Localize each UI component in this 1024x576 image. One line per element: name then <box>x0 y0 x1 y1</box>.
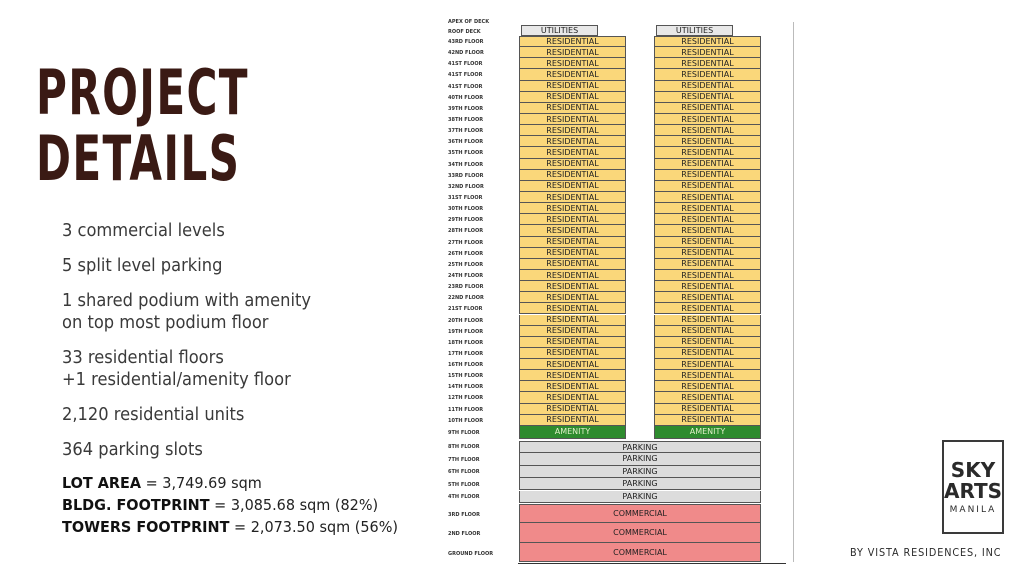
detail-residential-units <box>62 404 415 426</box>
detail-text: 364 parking slots <box>62 440 203 460</box>
residential-floor: RESIDENTIAL <box>654 303 761 314</box>
residential-floor: RESIDENTIAL <box>519 404 626 415</box>
floor-label: 22ND FLOOR <box>448 295 484 302</box>
area-stats <box>62 472 442 538</box>
residential-floor: RESIDENTIAL <box>519 92 626 103</box>
floor-label: 21ST FLOOR <box>448 306 483 313</box>
residential-floor: RESIDENTIAL <box>519 47 626 58</box>
residential-floor: RESIDENTIAL <box>654 192 761 203</box>
floor-label: 4TH FLOOR <box>448 494 480 500</box>
amenity-floor: AMENITY <box>654 426 761 439</box>
logo-text: MANILA <box>949 504 997 515</box>
stat-label: BLDG. FOOTPRINT <box>62 496 210 514</box>
detail-text: 3 commercial levels <box>62 221 225 241</box>
residential-floor: RESIDENTIAL <box>654 370 761 381</box>
residential-floor: RESIDENTIAL <box>519 125 626 136</box>
commercial-floor: COMMERCIAL <box>519 523 761 543</box>
amenity-floor: AMENITY <box>519 426 626 439</box>
residential-floor: RESIDENTIAL <box>654 214 761 225</box>
floor-label: APEX OF DECK <box>448 19 490 25</box>
stat-value: = 2,073.50 sqm (56%) <box>229 518 399 536</box>
floor-label: 28TH FLOOR <box>448 228 484 235</box>
residential-floor: RESIDENTIAL <box>519 315 626 326</box>
floor-label: 39TH FLOOR <box>448 105 484 112</box>
residential-floor: RESIDENTIAL <box>519 114 626 125</box>
residential-floor: RESIDENTIAL <box>519 147 626 158</box>
floor-label: 27TH FLOOR <box>448 239 484 246</box>
residential-floor: RESIDENTIAL <box>654 203 761 214</box>
floor-label: 3RD FLOOR <box>448 511 480 518</box>
residential-floor: RESIDENTIAL <box>519 270 626 281</box>
floor-label: ROOF DECK <box>448 29 481 35</box>
residential-floor: RESIDENTIAL <box>519 392 626 403</box>
residential-floor: RESIDENTIAL <box>519 281 626 292</box>
floor-label: 20TH FLOOR <box>448 317 484 324</box>
floor-label: 23RD FLOOR <box>448 284 484 291</box>
floor-label: 35TH FLOOR <box>448 150 484 157</box>
residential-floor: RESIDENTIAL <box>519 303 626 314</box>
residential-floor: RESIDENTIAL <box>654 337 761 348</box>
floor-label: 41ST FLOOR <box>448 83 483 90</box>
floor-label: 34TH FLOOR <box>448 161 484 168</box>
residential-floor: RESIDENTIAL <box>519 69 626 80</box>
residential-floor: RESIDENTIAL <box>519 203 626 214</box>
residential-floor: RESIDENTIAL <box>654 326 761 337</box>
floor-label: 25TH FLOOR <box>448 261 484 268</box>
dimension-line <box>793 22 794 562</box>
title-line-1: PROJECT <box>36 56 249 129</box>
residential-floor: RESIDENTIAL <box>654 58 761 69</box>
podium <box>519 0 761 576</box>
residential-floor: RESIDENTIAL <box>654 281 761 292</box>
floor-label: 29TH FLOOR <box>448 217 484 224</box>
floor-label: 14TH FLOOR <box>448 384 484 391</box>
residential-floor: RESIDENTIAL <box>519 381 626 392</box>
residential-floor: RESIDENTIAL <box>519 58 626 69</box>
residential-floor: RESIDENTIAL <box>654 136 761 147</box>
residential-floor: RESIDENTIAL <box>519 348 626 359</box>
project-details-list <box>62 220 442 538</box>
residential-floor: RESIDENTIAL <box>654 348 761 359</box>
floor-label: 12TH FLOOR <box>448 395 484 402</box>
residential-floor: RESIDENTIAL <box>519 170 626 181</box>
residential-floor: RESIDENTIAL <box>654 392 761 403</box>
parking-floor: PARKING <box>519 441 761 453</box>
residential-floor: RESIDENTIAL <box>519 248 626 259</box>
floor-label: 41ST FLOOR <box>448 72 483 79</box>
floor-label: 19TH FLOOR <box>448 328 484 335</box>
detail-residential-floors <box>62 347 415 391</box>
residential-floor: RESIDENTIAL <box>654 159 761 170</box>
residential-floor: RESIDENTIAL <box>519 326 626 337</box>
detail-text: +1 residential/amenity floor <box>62 370 291 390</box>
floor-label: 31ST FLOOR <box>448 194 483 201</box>
residential-floor: RESIDENTIAL <box>519 237 626 248</box>
ground-line <box>518 563 786 564</box>
commercial-floor: COMMERCIAL <box>519 504 761 524</box>
parking-floor: PARKING <box>519 478 761 490</box>
detail-text: 5 split level parking <box>62 256 223 276</box>
floor-label: 7TH FLOOR <box>448 456 480 463</box>
floor-label: 2ND FLOOR <box>448 531 481 538</box>
residential-floor: RESIDENTIAL <box>519 103 626 114</box>
residential-floor: RESIDENTIAL <box>654 181 761 192</box>
floor-label: 9TH FLOOR <box>448 429 480 436</box>
residential-floor: RESIDENTIAL <box>519 337 626 348</box>
developer-byline: BY VISTA RESIDENCES, INC <box>850 546 1002 559</box>
floor-label: 43RD FLOOR <box>448 39 484 45</box>
floor-label: 11TH FLOOR <box>448 406 484 413</box>
stat-bldg-footprint <box>62 494 415 516</box>
floor-label: 18TH FLOOR <box>448 339 484 346</box>
floor-label: 5TH FLOOR <box>448 481 480 488</box>
stat-value: = 3,749.69 sqm <box>141 474 262 492</box>
residential-floor: RESIDENTIAL <box>654 381 761 392</box>
residential-floor: RESIDENTIAL <box>654 69 761 80</box>
detail-parking-slots <box>62 439 415 461</box>
utilities-block: UTILITIES <box>656 25 733 36</box>
detail-text: 2,120 residential units <box>62 405 245 425</box>
residential-floor: RESIDENTIAL <box>654 92 761 103</box>
residential-floor: RESIDENTIAL <box>519 192 626 203</box>
detail-text: on top most podium floor <box>62 313 269 333</box>
floor-label: 42ND FLOOR <box>448 50 484 57</box>
detail-commercial-levels <box>62 220 415 242</box>
parking-floor: PARKING <box>519 466 761 478</box>
logo-text: SKY <box>950 457 996 482</box>
residential-floor: RESIDENTIAL <box>519 259 626 270</box>
floor-label: 41ST FLOOR <box>448 61 483 68</box>
residential-floor: RESIDENTIAL <box>519 415 626 426</box>
detail-text: 1 shared podium with amenity <box>62 291 312 311</box>
parking-floor: PARKING <box>519 491 761 503</box>
floor-label: 30TH FLOOR <box>448 206 484 213</box>
residential-floor: RESIDENTIAL <box>654 114 761 125</box>
floor-label: 36TH FLOOR <box>448 139 484 146</box>
floor-label: 40TH FLOOR <box>448 94 484 101</box>
detail-parking <box>62 255 415 277</box>
residential-floor: RESIDENTIAL <box>654 270 761 281</box>
stat-label: TOWERS FOOTPRINT <box>62 518 230 536</box>
floor-label: 33RD FLOOR <box>448 172 484 179</box>
stat-label: LOT AREA <box>62 474 142 492</box>
residential-floor: RESIDENTIAL <box>654 237 761 248</box>
floor-label: GROUND FLOOR <box>448 550 494 557</box>
logo-text: ARTS <box>943 478 1003 503</box>
residential-floor: RESIDENTIAL <box>654 81 761 92</box>
residential-floor: RESIDENTIAL <box>654 315 761 326</box>
residential-floor: RESIDENTIAL <box>654 259 761 270</box>
floor-label: 17TH FLOOR <box>448 350 484 357</box>
residential-floor: RESIDENTIAL <box>654 359 761 370</box>
residential-floor: RESIDENTIAL <box>654 103 761 114</box>
stat-value: = 3,085.68 sqm (82%) <box>209 496 379 514</box>
residential-floor: RESIDENTIAL <box>519 359 626 370</box>
utilities-block: UTILITIES <box>521 25 598 36</box>
residential-floor: RESIDENTIAL <box>654 170 761 181</box>
dimension-column <box>788 22 798 562</box>
page-title <box>36 56 281 195</box>
residential-floor: RESIDENTIAL <box>654 47 761 58</box>
residential-floor: RESIDENTIAL <box>519 292 626 303</box>
floor-label: 26TH FLOOR <box>448 250 484 257</box>
floor-label: 24TH FLOOR <box>448 272 484 279</box>
residential-floor: RESIDENTIAL <box>654 415 761 426</box>
stat-lot-area <box>62 472 415 494</box>
floor-label: 37TH FLOOR <box>448 128 484 135</box>
residential-floor: RESIDENTIAL <box>519 159 626 170</box>
floor-label: 32ND FLOOR <box>448 183 484 190</box>
residential-floor: RESIDENTIAL <box>654 36 761 47</box>
floor-label: 10TH FLOOR <box>448 417 484 424</box>
sky-arts-logo <box>942 440 1004 534</box>
residential-floor: RESIDENTIAL <box>654 225 761 236</box>
residential-floor: RESIDENTIAL <box>654 292 761 303</box>
floor-label: 6TH FLOOR <box>448 469 480 476</box>
residential-floor: RESIDENTIAL <box>654 404 761 415</box>
floor-label: 38TH FLOOR <box>448 116 484 123</box>
residential-floor: RESIDENTIAL <box>519 214 626 225</box>
residential-floor: RESIDENTIAL <box>519 81 626 92</box>
detail-text: 33 residential floors <box>62 348 224 368</box>
residential-floor: RESIDENTIAL <box>654 248 761 259</box>
stat-towers-footprint <box>62 516 415 538</box>
floor-label: 16TH FLOOR <box>448 362 484 369</box>
floor-label: 15TH FLOOR <box>448 373 484 380</box>
residential-floor: RESIDENTIAL <box>519 181 626 192</box>
residential-floor: RESIDENTIAL <box>519 370 626 381</box>
residential-floor: RESIDENTIAL <box>519 136 626 147</box>
commercial-floor: COMMERCIAL <box>519 543 761 563</box>
detail-podium <box>62 290 415 334</box>
parking-floor: PARKING <box>519 453 761 465</box>
floor-label: 8TH FLOOR <box>448 444 480 451</box>
residential-floor: RESIDENTIAL <box>654 147 761 158</box>
residential-floor: RESIDENTIAL <box>654 125 761 136</box>
residential-floor: RESIDENTIAL <box>519 225 626 236</box>
title-line-2: DETAILS <box>36 122 241 195</box>
residential-floor: RESIDENTIAL <box>519 36 626 47</box>
